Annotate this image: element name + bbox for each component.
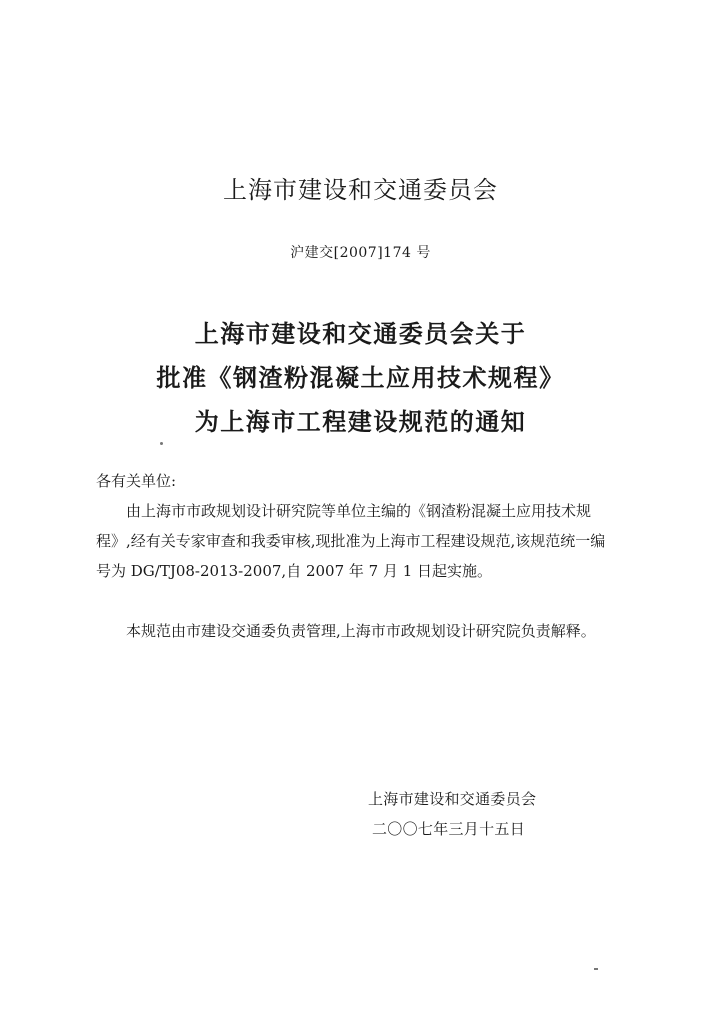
- body-paragraph-2: 本规范由市建设交通委负责管理,上海市市政规划设计研究院负责解释。: [126, 622, 596, 640]
- signature-date: 二〇〇七年三月十五日: [372, 820, 526, 838]
- signature-organization: 上海市建设和交通委员会: [368, 790, 537, 808]
- title-line-3: 为上海市工程建设规范的通知: [194, 408, 527, 436]
- title-line-2: 批准《钢渣粉混凝土应用技术规程》: [156, 364, 565, 392]
- salutation: 各有关单位:: [96, 472, 177, 490]
- title-line-1: 上海市建设和交通委员会关于: [194, 320, 527, 348]
- document-number: 沪建交[2007]174 号: [290, 245, 431, 261]
- body-paragraph-1: 由上海市市政规划设计研究院等单位主编的《钢渣粉混凝土应用技术规程》,经有关专家审查和我委审核,现批准为上海市工程建设规范,该规范统一编号为 DG/TJ08-2013-2007,自 2007 年 7 月 1 日起实施。: [96, 502, 606, 580]
- scan-speck: [160, 442, 163, 445]
- document-title: [0, 312, 721, 444]
- scan-speck: [594, 968, 598, 970]
- issuer-header: 上海市建设和交通委员会: [223, 176, 498, 204]
